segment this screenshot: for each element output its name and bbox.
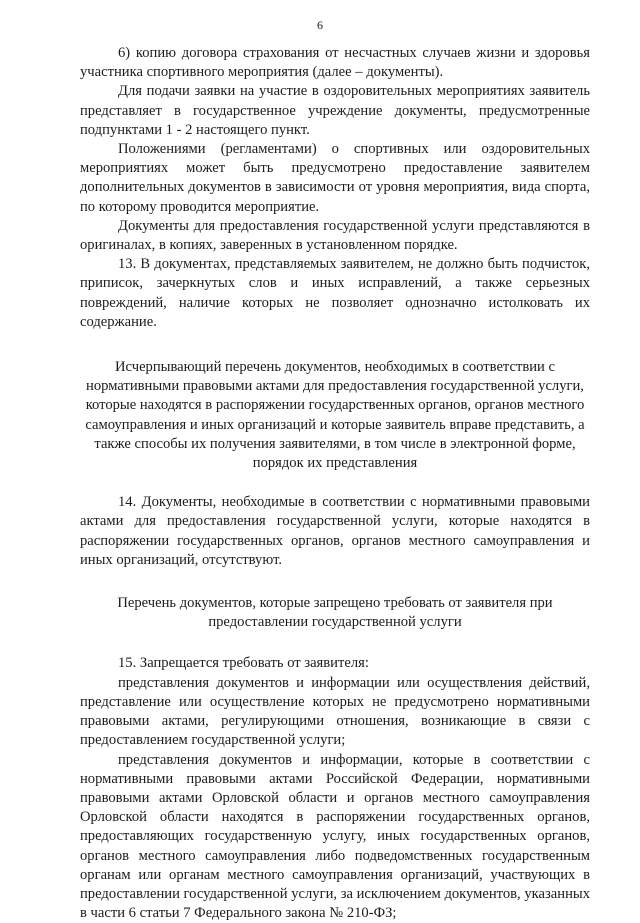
paragraph-14: 14. Документы, необходимые в соответствии с нормативными правовыми актами для предоставления государственной услуги, которые находятся в распоряжении государственных органов, органов местного самоуправления и иных организаций, отсутствуют. xyxy=(80,493,590,570)
section-heading-prohibited-docs: Перечень документов, которые запрещено требовать от заявителя при предоставлении государственной услуги xyxy=(80,594,590,632)
paragraph-15: 15. Запрещается требовать от заявителя: xyxy=(80,654,590,673)
paragraph-item-6: 6) копию договора страхования от несчастных случаев жизни и здоровья участника спортивного мероприятия (далее – документы). xyxy=(80,44,590,82)
paragraph-regulations: Положениями (регламентами) о спортивных или оздоровительных мероприятиях может быть предусмотрено предоставление заявителем дополнительных документов в зависимости от уровня мероприятия, вида спорта, по которому проводится мероприятие. xyxy=(80,140,590,217)
paragraph-application: Для подачи заявки на участие в оздоровительных мероприятиях заявитель представляет в государственное учреждение документы, предусмотренные подпунктами 1 - 2 настоящего пункт. xyxy=(80,82,590,140)
page-number: 6 xyxy=(0,18,640,33)
document-body xyxy=(80,44,590,923)
paragraph-originals: Документы для предоставления государственной услуги представляются в оригиналах, в копиях, заверенных в установленном порядке. xyxy=(80,217,590,255)
paragraph-13: 13. В документах, представляемых заявителем, не должно быть подчисток, приписок, зачеркнутых слов и иных исправлений, а также серьезных повреждений, наличие которых не позволяет однозначно истолковать их содержание. xyxy=(80,255,590,332)
paragraph-15-item-1: представления документов и информации или осуществления действий, представление или осуществление которых не предусмотрено нормативными правовыми актами, регулирующими отношения, возникающие в связи с предоставлением государственной услуги; xyxy=(80,674,590,751)
paragraph-15-item-2: представления документов и информации, которые в соответствии с нормативными правовыми актами Российской Федерации, нормативными правовыми актами Орловской области и органов местного самоуправления Орловской области находятся в распоряжении государственных органов, предоставляющих государственную услугу, иных государственных органов, органов местного самоуправления либо подведомственных государственным органам или органам местного самоуправления организаций, участвующих в предоставлении государственной услуги, за исключением документов, указанных в части 6 статьи 7 Федерального закона № 210-ФЗ; xyxy=(80,751,590,923)
section-heading-exhaustive-list: Исчерпывающий перечень документов, необходимых в соответствии с нормативными правовыми актами для предоставления государственной услуги, которые находятся в распоряжении государственных органов, органов местного самоуправления и иных организаций и которые заявитель вправе представить, а также способы их получения заявителями, в том числе в электронной форме, порядок их представления xyxy=(80,358,590,473)
